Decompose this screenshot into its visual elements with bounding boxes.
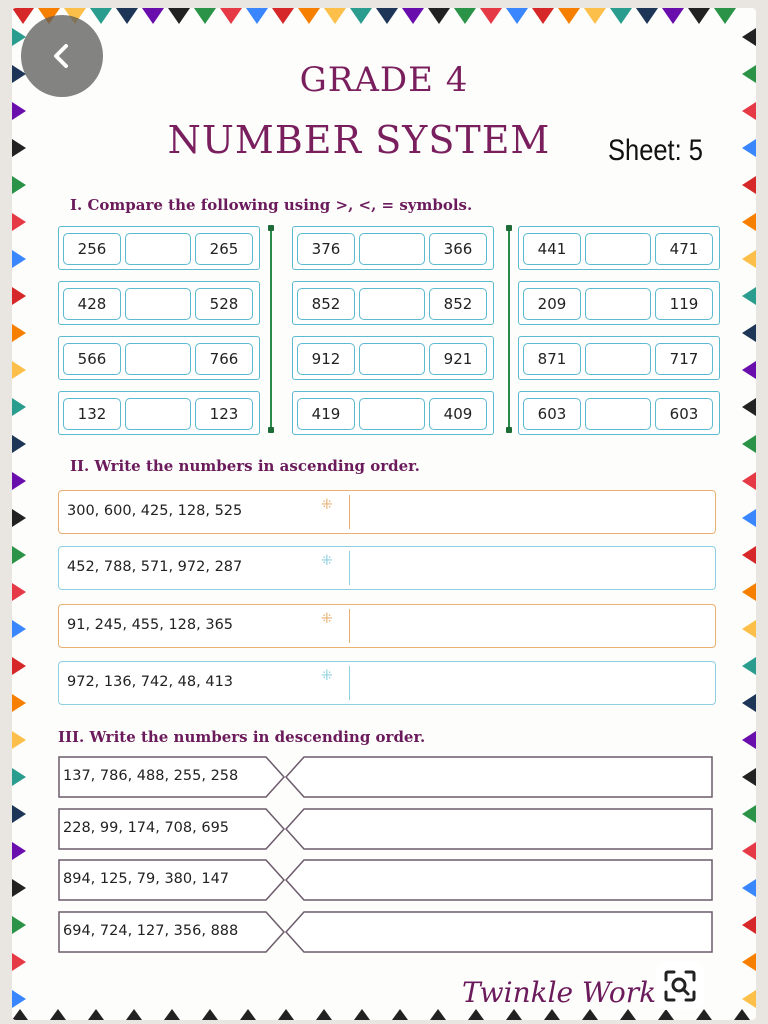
compare-left-number: 566 [63, 343, 121, 375]
border-triangle [90, 8, 112, 24]
compare-item [292, 281, 494, 325]
topic-title: NUMBER SYSTEM [167, 118, 551, 162]
border-triangle [12, 1009, 28, 1020]
compare-item [518, 336, 720, 380]
border-triangle [240, 1009, 256, 1020]
border-triangle [480, 8, 502, 24]
column-divider [270, 228, 272, 430]
border-triangle [402, 8, 424, 24]
compare-left-number: 209 [523, 288, 581, 320]
border-triangle [636, 8, 658, 24]
compare-left-number: 912 [297, 343, 355, 375]
compare-item [292, 391, 494, 435]
border-triangle [742, 953, 756, 971]
compare-right-number: 409 [429, 398, 487, 430]
border-triangle [428, 8, 450, 24]
descending-answer-field[interactable] [308, 913, 708, 951]
border-triangle [392, 1009, 408, 1020]
border-triangle [12, 694, 26, 712]
border-triangle [584, 8, 606, 24]
border-triangle [532, 8, 554, 24]
border-triangle [350, 8, 372, 24]
border-triangle [12, 213, 26, 231]
ascending-numbers: 91, 245, 455, 128, 365 [67, 617, 234, 633]
border-triangle [12, 287, 26, 305]
binder-clip-icon: ⁜ [321, 497, 333, 513]
border-triangle [658, 1009, 674, 1020]
border-triangle [742, 694, 756, 712]
border-triangle [468, 1009, 484, 1020]
compare-right-number: 603 [655, 398, 713, 430]
border-triangle [454, 8, 476, 24]
border-triangle [12, 361, 26, 379]
worksheet-page [12, 8, 756, 1020]
ascending-row [58, 604, 716, 648]
border-triangle [12, 916, 26, 934]
border-triangle [116, 8, 138, 24]
compare-right-number: 265 [195, 233, 253, 265]
border-triangle [12, 250, 26, 268]
compare-item [518, 281, 720, 325]
border-triangle [742, 287, 756, 305]
border-triangle [12, 472, 26, 490]
ascending-answer-field[interactable] [349, 666, 709, 700]
border-triangle [662, 8, 684, 24]
ascending-row [58, 490, 716, 534]
border-triangle [620, 1009, 636, 1020]
compare-item [58, 281, 260, 325]
border-triangle [298, 8, 320, 24]
border-triangle [50, 1009, 66, 1020]
section2-heading: II. Write the numbers in ascending order. [70, 457, 420, 475]
border-triangle [12, 990, 26, 1008]
ascending-row [58, 661, 716, 705]
border-triangle [734, 1009, 750, 1020]
border-triangle [12, 953, 26, 971]
compare-item [58, 391, 260, 435]
border-triangle [714, 8, 736, 24]
compare-item [58, 336, 260, 380]
compare-answer-blank[interactable] [585, 288, 651, 320]
right-border-decoration [736, 28, 756, 1000]
border-triangle [12, 324, 26, 342]
border-triangle [12, 768, 26, 786]
compare-answer-blank[interactable] [359, 233, 425, 265]
ascending-numbers: 300, 600, 425, 128, 525 [67, 503, 243, 519]
ascending-row [58, 546, 716, 590]
left-border-decoration [12, 28, 32, 1000]
border-triangle [430, 1009, 446, 1020]
ascending-numbers: 452, 788, 571, 972, 287 [67, 559, 243, 575]
compare-right-number: 119 [655, 288, 713, 320]
border-triangle [742, 324, 756, 342]
ascending-answer-field[interactable] [349, 495, 709, 529]
border-triangle [506, 1009, 522, 1020]
border-triangle [696, 1009, 712, 1020]
border-triangle [12, 583, 26, 601]
border-triangle [194, 8, 216, 24]
border-triangle [354, 1009, 370, 1020]
border-triangle [12, 842, 26, 860]
border-triangle [220, 8, 242, 24]
border-triangle [742, 990, 756, 1008]
compare-item [518, 226, 720, 270]
compare-left-number: 852 [297, 288, 355, 320]
compare-left-number: 376 [297, 233, 355, 265]
border-triangle [742, 731, 756, 749]
border-triangle [742, 620, 756, 638]
border-triangle [278, 1009, 294, 1020]
border-triangle [12, 620, 26, 638]
compare-answer-blank[interactable] [585, 343, 651, 375]
compare-left-number: 441 [523, 233, 581, 265]
descending-numbers: 694, 724, 127, 356, 888 [63, 923, 239, 939]
border-triangle [126, 1009, 142, 1020]
border-triangle [12, 657, 26, 675]
border-triangle [376, 8, 398, 24]
sheet-label: Sheet: 5 [608, 134, 704, 167]
descending-row [58, 911, 714, 953]
border-triangle [558, 8, 580, 24]
border-triangle [742, 213, 756, 231]
compare-item [58, 226, 260, 270]
compare-right-number: 852 [429, 288, 487, 320]
border-triangle [324, 8, 346, 24]
border-triangle [142, 8, 164, 24]
border-triangle [742, 435, 756, 453]
binder-clip-icon: ⁜ [321, 611, 333, 627]
binder-clip-icon: ⁜ [321, 553, 333, 569]
border-triangle [742, 842, 756, 860]
border-triangle [742, 583, 756, 601]
border-triangle [246, 8, 268, 24]
descending-row [58, 756, 714, 798]
chevron-left-icon [47, 41, 77, 71]
border-triangle [12, 509, 26, 527]
compare-item [292, 336, 494, 380]
search-lens-icon [662, 968, 698, 1004]
compare-answer-blank[interactable] [359, 343, 425, 375]
border-triangle [742, 176, 756, 194]
binder-clip-icon: ⁜ [321, 668, 333, 684]
border-triangle [742, 805, 756, 823]
border-triangle [688, 8, 710, 24]
descending-answer-field[interactable] [308, 758, 708, 796]
compare-left-number: 132 [63, 398, 121, 430]
ascending-numbers: 972, 136, 742, 48, 413 [67, 674, 234, 690]
compare-right-number: 717 [655, 343, 713, 375]
descending-row [58, 859, 714, 901]
brand-logo: Twinkle Work [462, 976, 657, 1009]
compare-answer-blank[interactable] [585, 233, 651, 265]
column-divider [508, 228, 510, 430]
descending-answer-field[interactable] [308, 810, 708, 848]
top-border-decoration [12, 8, 756, 30]
descending-answer-field[interactable] [308, 861, 708, 899]
back-button[interactable] [21, 15, 103, 97]
compare-left-number: 419 [297, 398, 355, 430]
compare-left-number: 256 [63, 233, 121, 265]
compare-right-number: 921 [429, 343, 487, 375]
compare-right-number: 528 [195, 288, 253, 320]
ascending-answer-field[interactable] [349, 609, 709, 643]
border-triangle [742, 546, 756, 564]
border-triangle [12, 435, 26, 453]
compare-left-number: 603 [523, 398, 581, 430]
compare-right-number: 471 [655, 233, 713, 265]
compare-answer-blank[interactable] [359, 398, 425, 430]
border-triangle [742, 28, 756, 46]
border-triangle [12, 398, 26, 416]
border-triangle [272, 8, 294, 24]
compare-left-number: 428 [63, 288, 121, 320]
descending-numbers: 228, 99, 174, 708, 695 [63, 820, 230, 836]
border-triangle [742, 509, 756, 527]
border-triangle [168, 8, 190, 24]
compare-item [518, 391, 720, 435]
compare-right-number: 766 [195, 343, 253, 375]
compare-item [292, 226, 494, 270]
border-triangle [610, 8, 632, 24]
border-triangle [742, 916, 756, 934]
border-triangle [742, 768, 756, 786]
compare-answer-blank[interactable] [125, 233, 191, 265]
border-triangle [742, 398, 756, 416]
border-triangle [544, 1009, 560, 1020]
border-triangle [742, 657, 756, 675]
compare-answer-blank[interactable] [125, 288, 191, 320]
border-triangle [316, 1009, 332, 1020]
border-triangle [164, 1009, 180, 1020]
compare-answer-blank[interactable] [359, 288, 425, 320]
border-triangle [12, 176, 26, 194]
compare-answer-blank[interactable] [125, 343, 191, 375]
descending-row [58, 808, 714, 850]
descending-numbers: 894, 125, 79, 380, 147 [63, 871, 230, 887]
border-triangle [202, 1009, 218, 1020]
border-triangle [12, 805, 26, 823]
compare-answer-blank[interactable] [585, 398, 651, 430]
ascending-answer-field[interactable] [349, 551, 709, 585]
border-triangle [12, 8, 34, 24]
section1-heading: I. Compare the following using >, <, = symbols. [70, 196, 473, 214]
border-triangle [742, 879, 756, 897]
compare-right-number: 123 [195, 398, 253, 430]
border-triangle [742, 472, 756, 490]
descending-numbers: 137, 786, 488, 255, 258 [63, 768, 239, 784]
grade-title: GRADE 4 [299, 60, 469, 100]
border-triangle [88, 1009, 104, 1020]
border-triangle [12, 546, 26, 564]
compare-left-number: 871 [523, 343, 581, 375]
compare-right-number: 366 [429, 233, 487, 265]
border-triangle [506, 8, 528, 24]
section3-heading: III. Write the numbers in descending order. [58, 728, 426, 746]
border-triangle [742, 361, 756, 379]
border-triangle [12, 879, 26, 897]
border-triangle [582, 1009, 598, 1020]
border-triangle [742, 250, 756, 268]
border-triangle [12, 731, 26, 749]
image-search-button[interactable] [656, 962, 704, 1010]
compare-answer-blank[interactable] [125, 398, 191, 430]
